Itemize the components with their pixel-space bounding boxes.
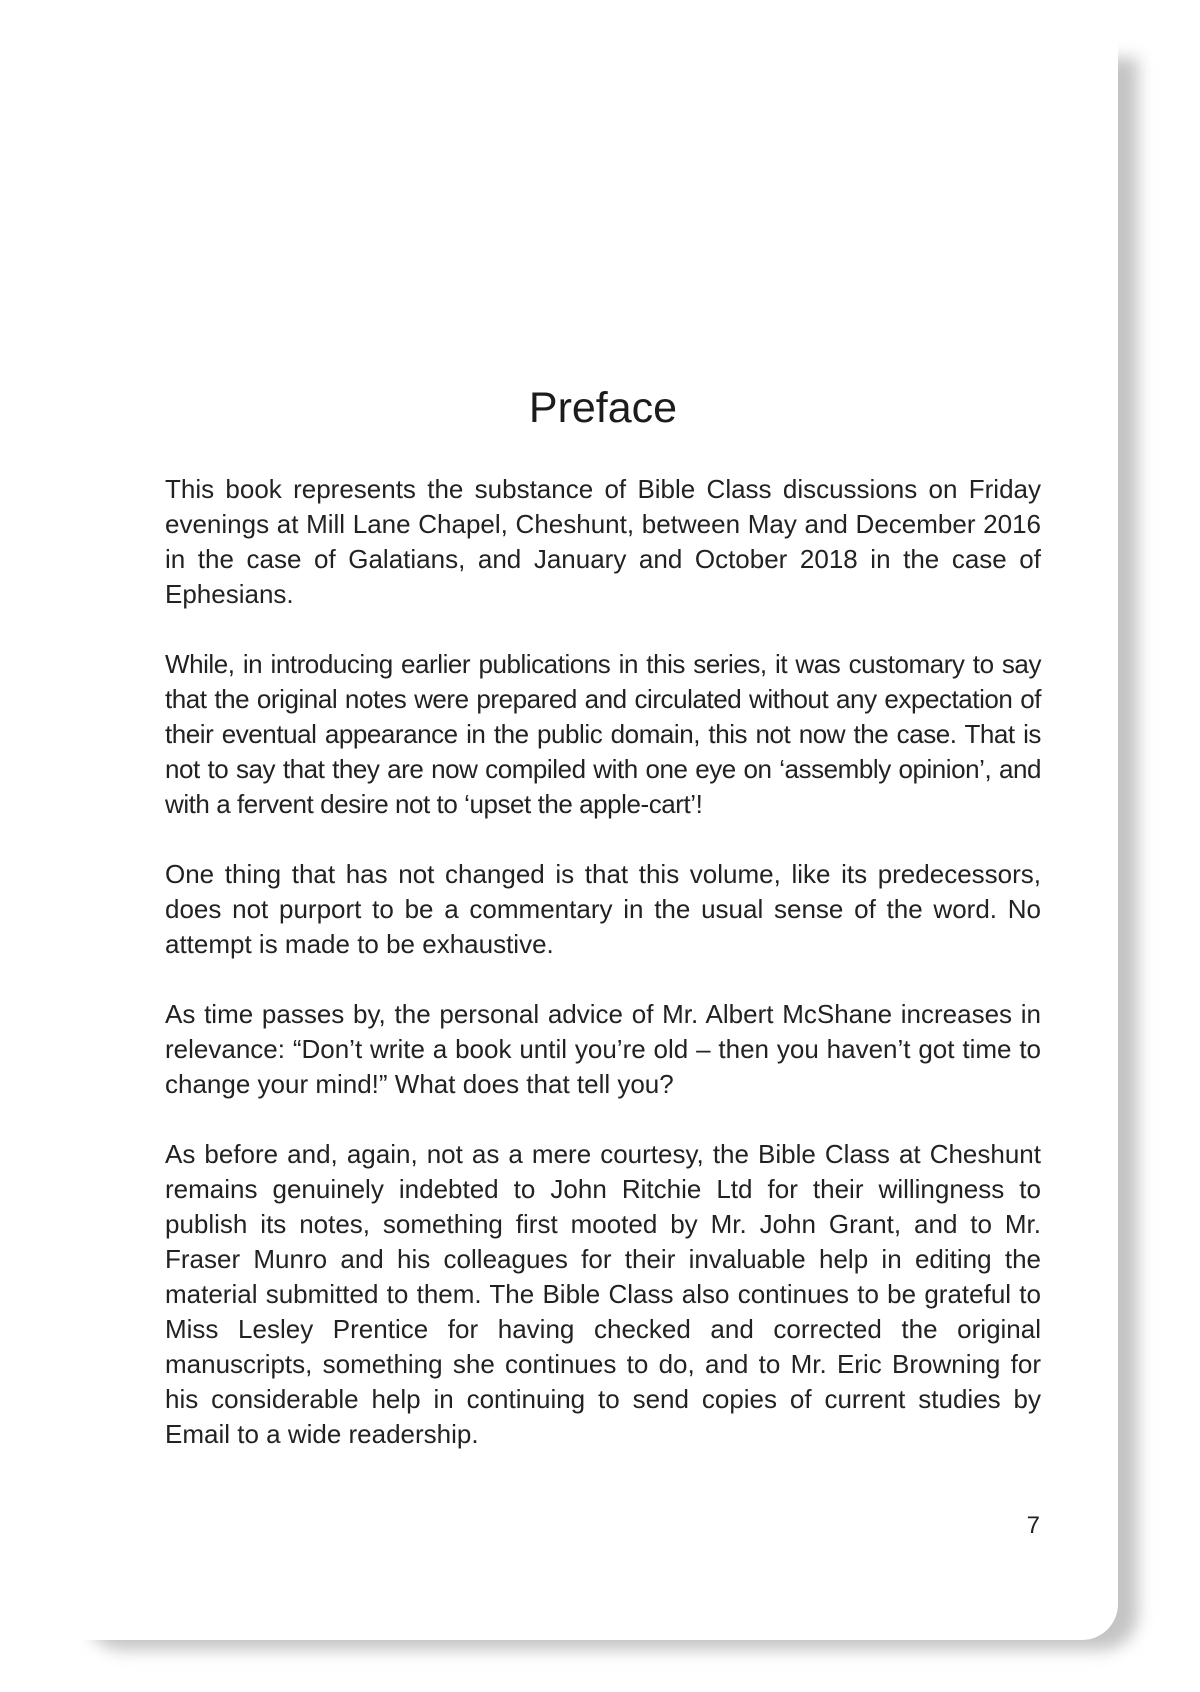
paragraph-acknowledgements: As before and, again, not as a mere courtesy, the Bible Class at Cheshunt remains genuinely indebted to John Ritchie Ltd for their willingness to publish its notes, something first mooted by Mr. John Grant, and to Mr. Fraser Munro and his colleagues for their invaluable help in editing the material submitted to them. The Bible Class also continues to be grateful to Miss Lesley Prentice for having checked and corrected the original manuscripts, something she continues to do, and to Mr. Eric Browning for his considerable help in continuing to send copies of current studies by Email to a wide readership. <box>165 1139 1041 1449</box>
paragraph-not-commentary: One thing that has not changed is that this volume, like its predecessors, does not purport to be a commentary in the usual sense of the word. No attempt is made to be exhaustive. <box>165 859 1041 959</box>
paragraph-advice: As time passes by, the personal advice of Mr. Albert McShane increases in relevance: “Don’t write a book until you’re old – then you haven’t got time to change your mind!” What does that tell you? <box>165 999 1041 1099</box>
page-number: 7 <box>1026 1512 1040 1539</box>
paragraph-intro: This book represents the substance of Bible Class discussions on Friday evenings at Mill Lane Chapel, Cheshunt, between May and December 2016 in the case of Galatians, and January and October 2018 in the case of Ephesians. <box>165 474 1041 609</box>
page-content <box>165 380 1041 1487</box>
page-title: Preface <box>528 384 678 432</box>
paragraph-earlier-publications: While, in introducing earlier publications in this series, it was customary to say that the original notes were prepared and circulated without any expectation of their eventual appearance in the public domain, this not now the case. That is not to say that they are now compiled with one eye on ‘assembly opinion’, and with a fervent desire not to ‘upset the apple-cart’! <box>165 649 1041 819</box>
